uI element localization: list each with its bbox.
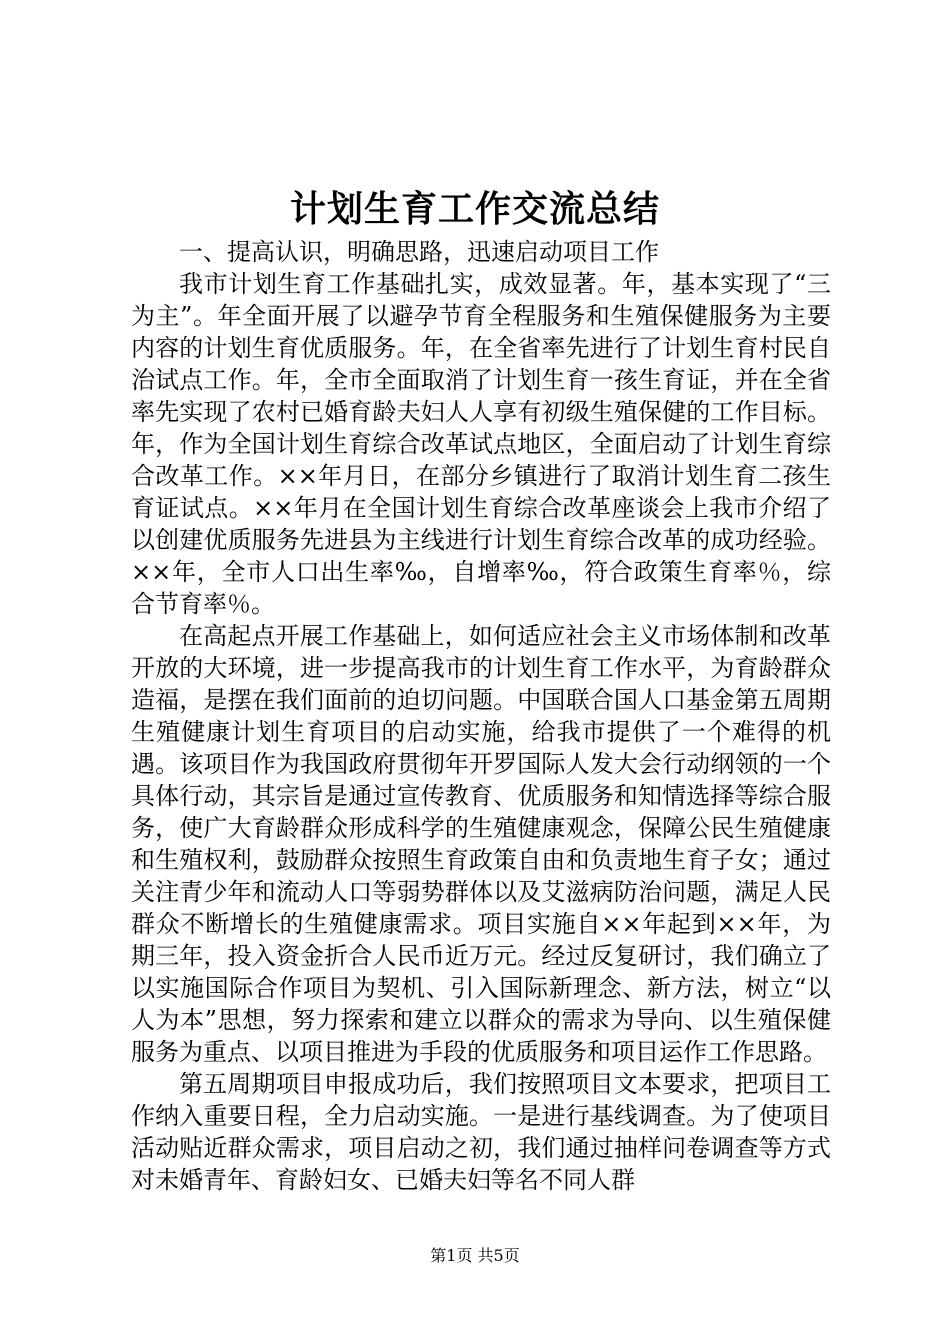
page-number-footer: 第1页 共5页 — [430, 1246, 520, 1265]
body-paragraph: 第五周期项目申报成功后，我们按照项目文本要求，把项目工作纳入重要日程，全力启动实施。一是进行基线调查。为了使项目活动贴近群众需求，项目启动之初，我们通过抽样问卷调查等方式对未婚青年、育龄妇女、已婚夫妇等名不同人群 — [131, 1070, 831, 1194]
document-title: 计划生育工作交流总结 — [289, 188, 660, 230]
body-paragraph: 在高起点开展工作基础上，如何适应社会主义市场体制和改革开放的大环境，进一步提高我市的计划生育工作水平，为育龄群众造福，是摆在我们面前的迫切问题。中国联合国人口基金第五周期生殖健康计划生育项目的启动实施，给我市提供了一个难得的机遇。该项目作为我国政府贯彻年开罗国际人发大会行动纲领的一个具体行动，其宗旨是通过宣传教育、优质服务和知情选择等综合服务，使广大育龄群众形成科学的生殖健康观念，保障公民生殖健康和生殖权利，鼓励群众按照生育政策自由和负责地生育子女；通过关注青少年和流动人口等弱势群体以及艾滋病防治问题，满足人民群众不断增长的生殖健康需求。项目实施自××年起到××年，为期三年，投入资金折合人民币近万元。经过反复研讨，我们确立了以实施国际合作项目为契机、引入国际新理念、新方法，树立“以人为本”思想，努力探索和建立以群众的需求为导向、以生殖保健服务为重点、以项目推进为手段的优质服务和项目运作工作思路。 — [131, 622, 831, 1066]
document-body — [131, 236, 831, 1196]
body-paragraph: 我市计划生育工作基础扎实，成效显著。年，基本实现了“三为主”。年全面开展了以避孕节育全程服务和生殖保健服务为主要内容的计划生育优质服务。年，在全省率先进行了计划生育村民自治试点工作。年，全市全面取消了计划生育一孩生育证，并在全省率先实现了农村已婚育龄夫妇人人享有初级生殖保健的工作目标。年，作为全国计划生育综合改革试点地区，全面启动了计划生育综合改革工作。××年月日，在部分乡镇进行了取消计划生育二孩生育证试点。××年月在全国计划生育综合改革座谈会上我市介绍了以创建优质服务先进县为主线进行计划生育综合改革的成功经验。××年，全市人口出生率‰，自增率‰，符合政策生育率％，综合节育率％。 — [131, 270, 831, 618]
section-heading: 一、提高认识，明确思路，迅速启动项目工作 — [179, 238, 659, 266]
